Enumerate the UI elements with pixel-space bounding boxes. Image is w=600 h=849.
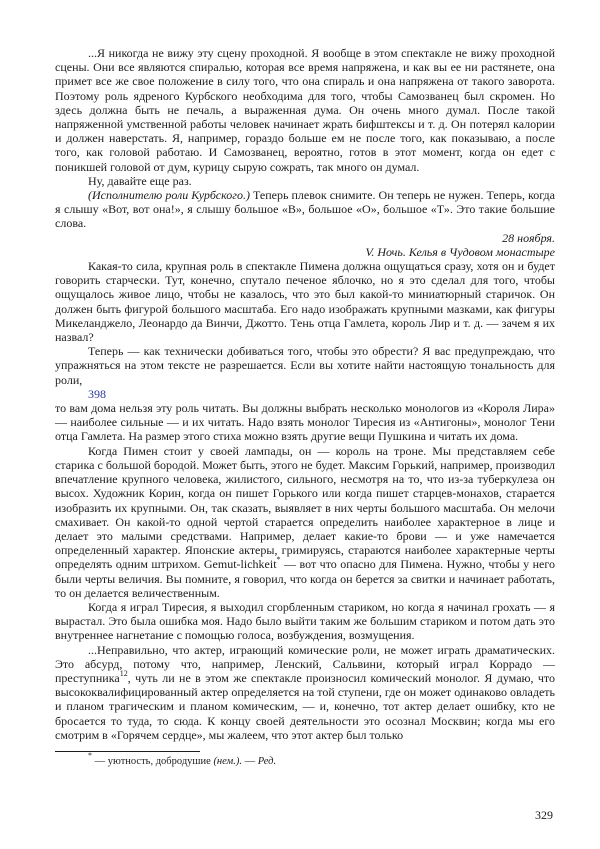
text-segment: (Исполнителю роли Курбского.) bbox=[88, 188, 254, 203]
footnote-ref: * bbox=[276, 555, 281, 565]
text-segment: — уютность, добродушие bbox=[92, 755, 214, 767]
text-segment: Теперь плевок снимите. Он теперь не нужен. Теперь, когда я слышу «Вот, вот она!», я слышу большое «В», большое «О», большое «Т». Это такие большие слова. bbox=[55, 188, 555, 231]
text-segment: — вот что опасно для Пимена. Нужно, чтобы у него были черты величия. Вы помните, я говорил, что когда он берется за свитки и начинает работать, то он делается величественным. bbox=[55, 557, 555, 600]
scene-heading bbox=[55, 245, 555, 259]
text-column bbox=[55, 46, 555, 769]
footnote-block bbox=[55, 751, 555, 769]
paragraph-tehnicheski bbox=[55, 344, 555, 387]
footnote-separator bbox=[55, 751, 200, 752]
footnote-marker: * bbox=[88, 751, 92, 761]
text-segment: ...Неправильно, что актер, играющий комические роли, не может играть драматических. Это абсурд, потому что, например, Ленский, Сальвини, который играл Коррадо — преступника bbox=[55, 642, 555, 685]
text-segment: ...Я никогда не вижу эту сцену проходной. Я вообще в этом спектакле не вижу проходной сцены. Они все являются спиралью, которая все время напряжена, и как вы ее ни растянете, она примет все же свое положение в силу того, что она спираль и она напряжена от такого заворота. Поэтому роль ядреного Курбского необходима для того, чтобы Самозванец был скромен. Но здесь должна быть не печаль, а выраженная дума. Он очень много думал. После такой напряженной умственной работы человек начинает жрать бифштексы и т. д. Он потерял калории и должен наверстать. Я, например, гораздо больше ем не после того, как показываю, а после того, как головой работаю. И Самозванец, вероятно, готов в этот момент, когда он едет с поникшей головой от дум, курицу сырую сожрать, так много он думал. bbox=[55, 46, 555, 174]
paragraph-pimen-lampada bbox=[55, 444, 555, 600]
paragraph-samozvanets bbox=[55, 46, 555, 174]
page-break-marker-row bbox=[55, 387, 555, 401]
text-segment: — bbox=[242, 755, 258, 767]
paragraph-komicheskie-roli bbox=[55, 643, 555, 742]
paragraph-davayte bbox=[55, 174, 555, 188]
text-segment: Ну, давайте еще раз. bbox=[88, 173, 192, 188]
text-segment: , чуть ли не в этом же спектакле произносил комический монолог. Я думаю, что высококвалифицированный актер определяется на той ступени, где он может одинаково овладеть и планом трагическим и планом комическим, — и, конечно, тот актер делает ошибку, кто не бросается то туда, то сюда. К концу своей деятельности это осознал Москвин; когда мы его смотрим в «Горячем сердце», мы жалеем, что этот актер был только bbox=[55, 670, 555, 742]
text-segment: 28 ноября. bbox=[502, 230, 555, 245]
text-segment: V. Ночь. Келья в Чудовом монастыре bbox=[365, 244, 555, 259]
text-segment: Какая-то сила, крупная роль в спектакле Пимена должна ощущаться сразу, хотя он и будет говорить старчески. Тут, конечно, спутало печеное яблочко, но я это сделал для того, чтобы ощущалось живое лицо, чтобы не казалось, что это был какой-то миниатюрный старичок. Он должен быть фигурой большого масштаба. Его надо изображать крупными мазками, как фигуры Микеланджело, Леонардо да Винчи, Джотто. Тень отца Гамлета, король Лир и т. д. — зачем я их назвал? bbox=[55, 259, 555, 345]
paragraph-pimen-sila bbox=[55, 259, 555, 344]
date-heading bbox=[55, 231, 555, 245]
text-segment: то вам дома нельзя эту роль читать. Вы должны выбрать несколько монологов из «Короля Лира» — наиболее сильные — и их читать. Надо взять монолог Тиресия из «Антигоны», монолог Тени отца Гамлета. На размер этого стиха можно взять другие вещи Пушкина и читать их дома. bbox=[55, 401, 555, 444]
text-segment: Когда я играл Тиресия, я выходил сгорбленным стариком, но когда я начинал грохать — я вырастал. Это была ошибка моя. Надо было выйти таким же большим стариком и потом дать это внутреннее нагнетание с помощью голоса, возбуждения, возмущения. bbox=[55, 599, 555, 643]
paragraph-monologi bbox=[55, 401, 555, 444]
text-segment: Ред. bbox=[257, 755, 277, 767]
text-segment: Когда Пимен стоит у своей лампады, он — король на троне. Мы представляем себе старика с большой бородой. Может быть, этого не будет. Максим Горький, например, производил впечатление крупного человека, жилистого, сильного, несмотря на то, что из-за туберкулеза он высох. Художник Корин, когда он пишет Горького или когда пишет старцев-монахов, старается изобразить их крупными. Он, так сказать, выявляет в них черты большого масштаба. Он мелочи смахивает. Он какой-то одной чертой старается определить наиболее характерное в лице и делает это малыми средствами. Например, делает какие-то брови — и уже намечается определенный характер. Японские актеры, гримируясь, стараются наиболее характерные черты определять одним штрихом. Gemut-lichkeit bbox=[55, 443, 555, 572]
text-segment: (нем.). bbox=[213, 755, 242, 767]
paragraph-kurbsky-remark bbox=[55, 188, 555, 231]
page-number: 329 bbox=[535, 808, 553, 822]
page-break-anchor[interactable]: 398 bbox=[88, 386, 106, 401]
text-segment: Теперь — как технически добиваться того, чтобы это обрести? Я вас предупреждаю, что упражняться на этом тексте не разрешается. Если вы хотите найти настоящую тональность для роли, bbox=[55, 344, 555, 387]
paragraph-tiresiy bbox=[55, 600, 555, 643]
footnote-text bbox=[55, 751, 555, 769]
footnote-ref: 12 bbox=[119, 668, 128, 678]
